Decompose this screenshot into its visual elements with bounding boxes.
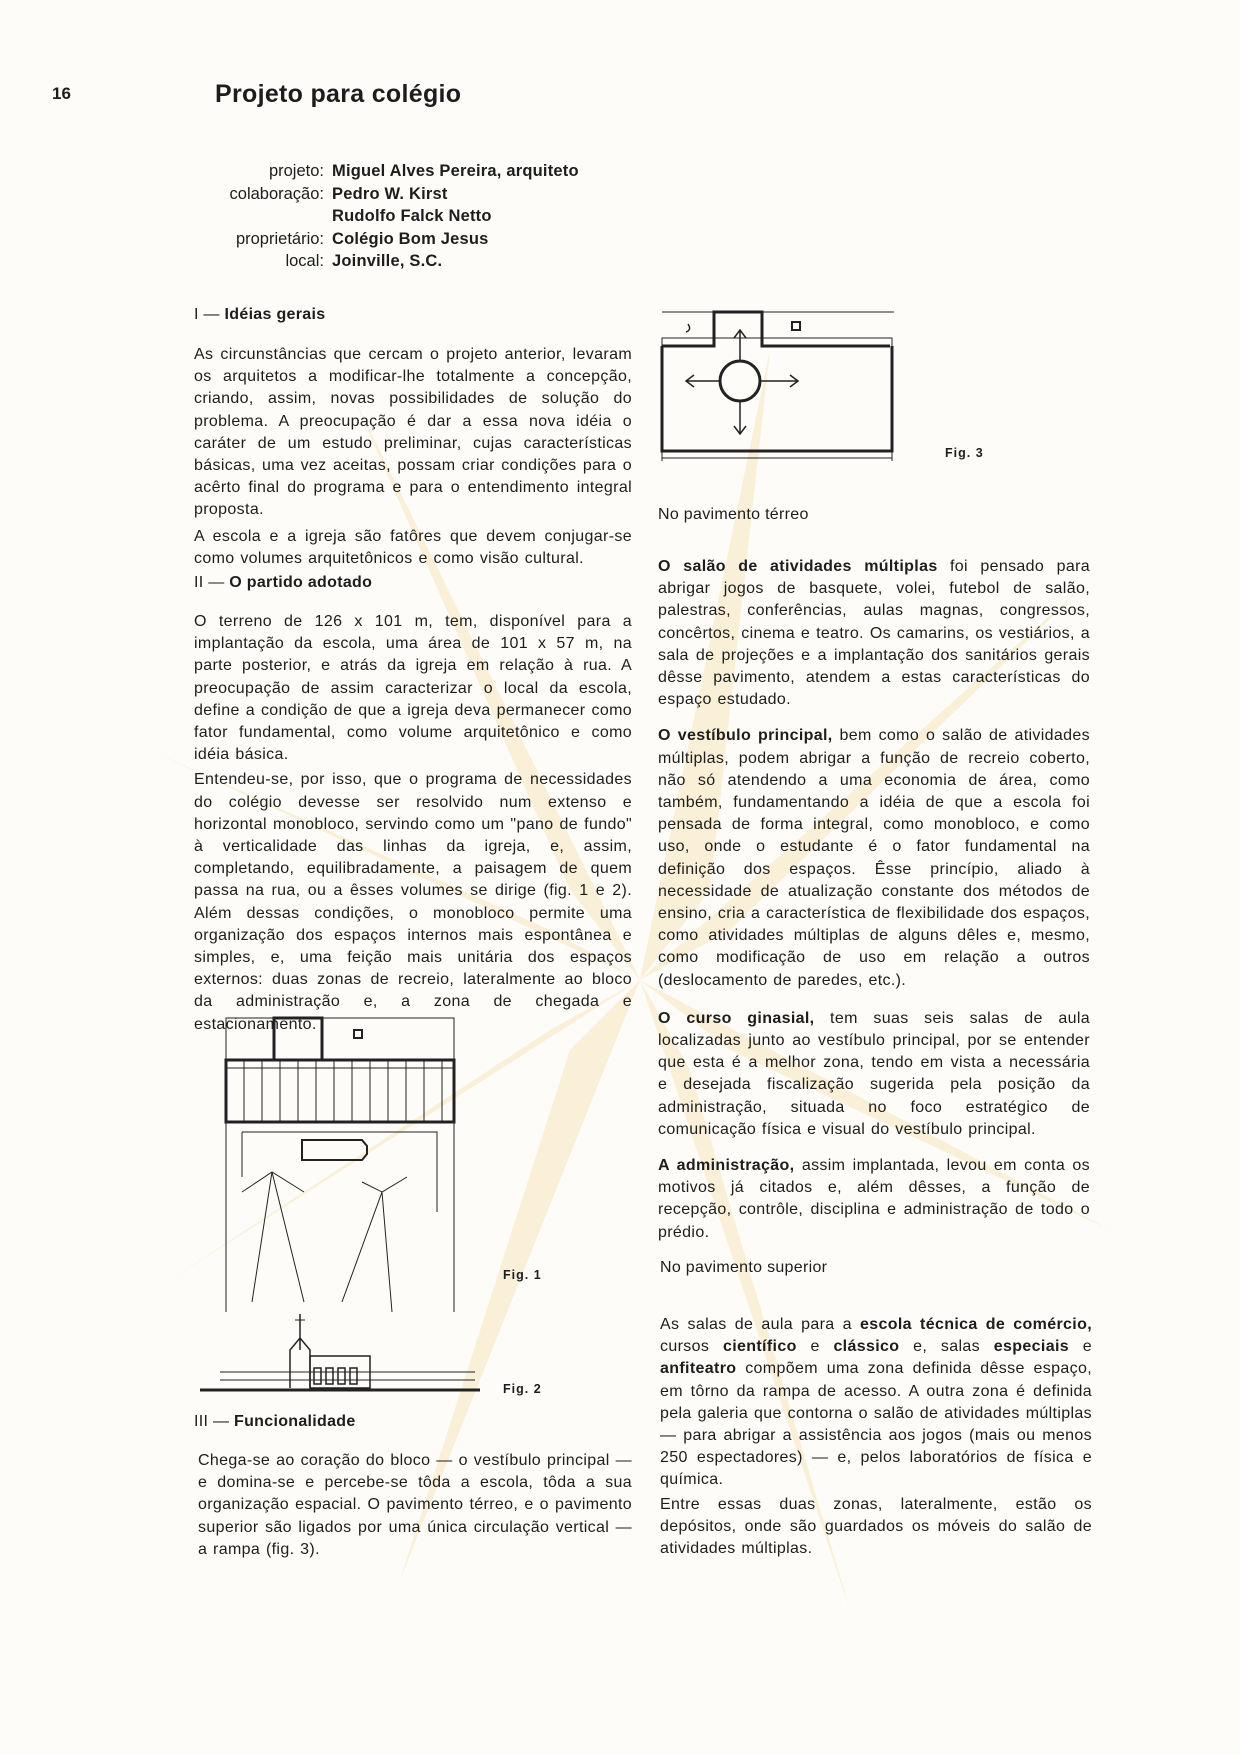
paragraph: As circunstâncias que cercam o projeto anterior, levaram os arquitetos a modificar-lhe totalmente a concepção, criando, assim, novas possibilidades de solução do problema. A preocupação é dar a essa nova idéia o caráter de um estudo preliminar, cujas características básicas, uma vez aceitas, possam criar condições para o acêrto final do programa e para o entendimento integral proposta. [194, 346, 632, 519]
paragraph: As salas de aula para a escola técnica de comércio, cursos científico e clássico e, salas especiais e anfiteatro compõem uma zona definida dêsse espaço, em tôrno da rampa de acesso. A outra zona é definida pela galeria que contorna o salão de atividades múltiplas — para abrigar a assistência aos jogos (mais ou menos 250 espectadores) — e, pelos laboratórios de física e química. [660, 1316, 1092, 1489]
paragraph: A administração, assim implantada, levou em conta os motivos já citados e, além dêsses, a função de recepção, contrôle, disciplina e administração de todo o prédio. [658, 1157, 1090, 1241]
section-ideias-body [194, 344, 632, 570]
paragraph: O terreno de 126 x 101 m, tem, disponível para a implantação da escola, uma área de 101 x 57 m, na parte posterior, e atrás da igreja em relação à rua. A preocupação de assim caracterizar o local da escola, define a condição de que a igreja deva permanecer como fator fundamental, como volume arquitetônico e como idéia básica. [194, 613, 632, 764]
paragraph: A escola e a igreja são fatôres que devem conjugar-se como volumes arquitetônicos e como visão cultural. [194, 527, 632, 567]
credit-value: Miguel Alves Pereira, arquiteto [332, 162, 579, 180]
section-terreo-body [658, 556, 1090, 1244]
page-title: Projeto para colégio [215, 80, 462, 108]
section-heading-funcionalidade: III — Funcionalidade [194, 1413, 356, 1430]
section-heading-ideias: I — Idéias gerais [194, 306, 326, 323]
figure-2-elevation [200, 1310, 480, 1400]
credit-label: proprietário: [235, 229, 324, 248]
paragraph: Chega-se ao coração do bloco — o vestíbulo principal — e domina-se e percebe-se tôda a escola, tôda a sua organização espacial. O pavimento térreo, e o pavimento superior são ligados por uma única circulação vertical — a rampa (fig. 3). [198, 1452, 632, 1558]
figure-3-floor-plan [658, 306, 898, 466]
section-funcionalidade-body [198, 1450, 632, 1561]
paragraph: Entendeu-se, por isso, que o programa de necessidades do colégio devesse ser resolvido num extenso e horizontal monobloco, servindo como um "pano de fundo" à verticalidade das linhas da igreja, e, assim, completando, equilibradamente, a paisagem de quem passa na rua, ou a êsses volumes se dirige (fig. 1 e 2). Além dessas condições, o monobloco permite uma organização dos espaços internos mais espontânea e simples, e, uma feição mais unitária dos espaços externos: duas zonas de recreio, lateralmente ao bloco da administração e, a zona de chegada e estacionamento. [194, 771, 632, 1033]
figure-1-caption: Fig. 1 [503, 1268, 542, 1282]
credit-value: Colégio Bom Jesus [332, 229, 489, 248]
figure-2-caption: Fig. 2 [503, 1382, 542, 1396]
credit-label: colaboração: [229, 184, 324, 203]
paragraph: Entre essas duas zonas, lateralmente, estão os depósitos, onde são guardados os móveis do salão de atividades múltiplas. [660, 1495, 1092, 1558]
section-partido-body [194, 611, 632, 1036]
section-superior-body [660, 1314, 1092, 1560]
figure-1-site-plan [222, 1012, 462, 1312]
paragraph: O curso ginasial, tem suas seis salas de aula localizadas junto ao vestíbulo principal, por se entender que esta é a melhor zona, tendo em vista a necessária e desejada fiscalização sugerida pela posição da administração, situada no foco estratégico de comunicação física e visual do vestíbulo principal. [658, 1009, 1090, 1138]
section-heading-partido: II — O partido adotado [194, 574, 373, 591]
page-number: 16 [52, 84, 71, 103]
subheading-terreo: No pavimento térreo [658, 506, 809, 523]
credit-value: Pedro W. Kirst [332, 184, 448, 203]
figure-3-caption: Fig. 3 [945, 446, 984, 460]
credit-value: Joinville, S.C. [332, 252, 443, 270]
credit-label: projeto: [268, 162, 324, 180]
credit-label: local: [285, 252, 324, 270]
credit-value: Rudolfo Falck Netto [332, 207, 492, 225]
paragraph: O vestíbulo principal, bem como o salão de atividades múltiplas, podem abrigar a função de recreio coberto, não só atendendo a uma economia de área, como também, fundamentando a idéia de que a escola foi pensada de forma integral, como monobloco, e como uso, onde o estudante é o fator fundamental na definição dos espaços. Êsse princípio, aliado à necessidade de atualização constante dos métodos de ensino, cria a característica de flexibilidade dos espaços, como atividades múltiplas de alguns dêles e, mesmo, como modificação de uso em relação a outros (deslocamento de paredes, etc.). [658, 727, 1090, 989]
credits [180, 160, 579, 273]
paragraph: O salão de atividades múltiplas foi pensado para abrigar jogos de basquete, volei, futebol de salão, palestras, conferências, aulas magnas, congressos, concêrtos, cinema e teatro. Os camarins, os vestiários, a sala de projeções e a implantação dos sanitários gerais dêsse pavimento, atendem a estas características do espaço estudado. [658, 558, 1090, 709]
subheading-superior: No pavimento superior [660, 1259, 828, 1276]
